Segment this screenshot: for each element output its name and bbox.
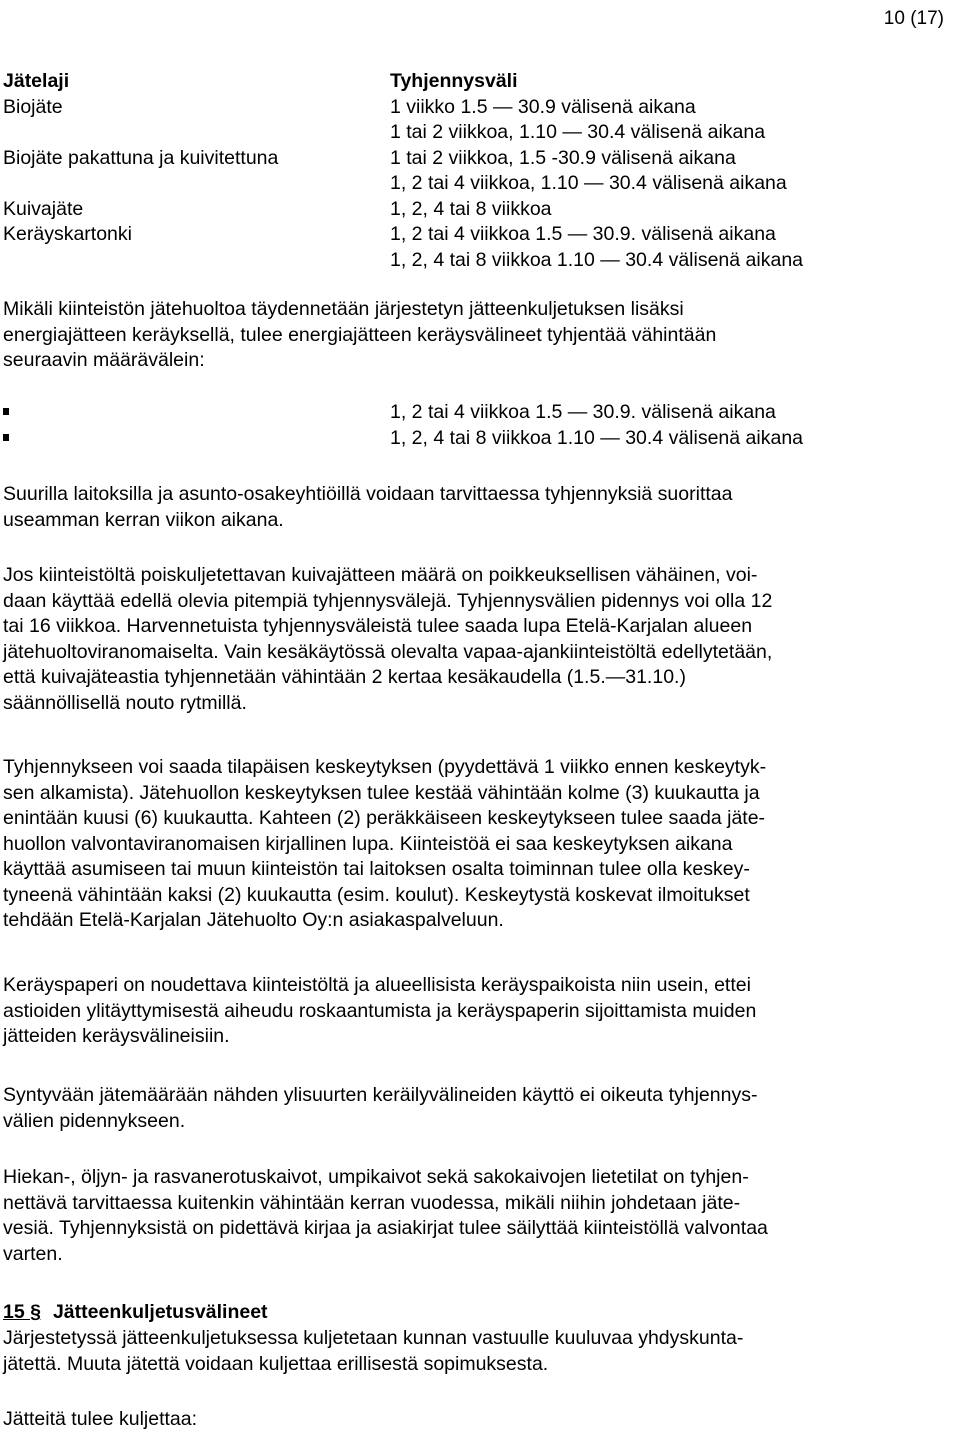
interval-cell: 1 tai 2 viikkoa, 1.5 -30.9 välisenä aikana (390, 146, 736, 169)
section-number: 15 § (3, 1301, 41, 1323)
interval-cell: 1, 2 tai 4 viikkoa 1.5 — 30.9. välisenä aikana (390, 223, 776, 245)
paragraph-collection-paper: Keräyspaperi on noudettava kiinteistöltä ja alueellisista keräyspaikoista niin usein, ettei astioiden ylitäyttymisestä aiheudu roskaantumista ja keräyspaperin sijoittamista muiden jätteiden keräysvälineisiin. (3, 974, 757, 1047)
interval-cell: 1, 2, 4 tai 8 viikkoa 1.10 — 30.4 välisenä aikana (390, 248, 804, 271)
paragraph-energy-waste: Mikäli kiinteistön jätehuoltoa täydennetään järjestetyn jätteenkuljetuksen lisäksi energiajätteen keräyksellä, tulee energiajätteen keräysvälineet tyhjentää vähintään seuraavin määrävälein: (3, 298, 717, 371)
table-row (3, 120, 943, 146)
col-header-interval: Tyhjennysväli (390, 70, 518, 92)
waste-type-cell (3, 171, 390, 197)
section-title: Jätteenkuljetusvälineet (52, 1301, 268, 1323)
interval-cell: 1, 2, 4 tai 8 viikkoa (390, 197, 552, 220)
table-row (3, 146, 943, 172)
waste-type-cell: Biojäte (3, 95, 63, 118)
interval-cell: 1 tai 2 viikkoa, 1.10 — 30.4 välisenä aikana (390, 121, 766, 143)
table-header (3, 69, 943, 95)
paragraph-transport: Järjestetyssä jätteenkuljetuksessa kuljetetaan kunnan vastuulle kuuluvaa yhdyskunta- jätettä. Muuta jätettä voidaan kuljettaa erillisestä sopimuksesta. (3, 1327, 744, 1375)
section-heading (3, 1300, 268, 1326)
list-item-text: 1, 2 tai 4 viikkoa 1.5 — 30.9. välisenä aikana (390, 401, 776, 423)
table-row (3, 95, 943, 121)
waste-type-cell (3, 248, 390, 274)
table-row (3, 171, 943, 197)
list-item (3, 426, 943, 452)
paragraph-large-properties: Suurilla laitoksilla ja asunto-osakeyhtiöillä voidaan tarvittaessa tyhjennyksiä suorittaa useamman kerran viikon aikana. (3, 483, 733, 531)
bullet-square-icon (3, 400, 390, 426)
list-item-text: 1, 2, 4 tai 8 viikkoa 1.10 — 30.4 välisenä aikana (390, 426, 804, 449)
waste-type-cell (3, 120, 390, 146)
bullet-list (3, 400, 943, 451)
paragraph-suspension: Tyhjennykseen voi saada tilapäisen keskeytyksen (pyydettävä 1 viikko ennen keskeytyk- sen alkamista). Jätehuollon keskeytyksen tulee kestää vähintään kolme (3) kuukautta ja enintään kuusi (6) kuukautta. Kahteen (2) peräkkäiseen keskeytykseen tulee saada jäte- huollon valvontaviranomaisen kirjallinen lupa. Kiinteistöä ei saa keskeytyksen aikana käyttää asumiseen tai muun kiinteistön tai laitoksen osalta toiminnan tulee olla keskey- tyneenä vähintään kaksi (2) kuukautta (esim. koulut). Keskeytystä koskevat ilmoitukset tehdään Etelä-Karjalan Jätehuolto Oy:n asiakaspalveluun. (3, 756, 767, 931)
interval-cell: 1 viikko 1.5 — 30.9 välisenä aikana (390, 95, 696, 118)
waste-type-cell: Kuivajäte (3, 197, 84, 220)
table-row (3, 222, 943, 248)
paragraph-transport-intro: Jätteitä tulee kuljettaa: (3, 1408, 198, 1430)
table-row (3, 197, 943, 223)
waste-type-cell: Biojäte pakattuna ja kuivitettuna (3, 146, 279, 169)
paragraph-oversized-containers: Syntyvään jätemäärään nähden ylisuurten keräilyvälineiden käyttö ei oikeuta tyhjennys- välien pidennykseen. (3, 1084, 758, 1132)
waste-interval-table (3, 69, 943, 273)
table-row (3, 248, 943, 274)
page-number: 10 (17) (883, 8, 944, 29)
paragraph-small-amount: Jos kiinteistöltä poiskuljetettavan kuivajätteen määrä on poikkeuksellisen vähäinen, voi- daan käyttää edellä olevia pitempiä tyhjennysvälejä. Tyhjennysvälien pidennys voi olla 12 tai 16 viikkoa. Harvennetuista tyhjennysväleistä tulee saada lupa Etelä-Karjalan alueen jätehuoltoviranomaiselta. Vain kesäkäytössä olevalta vapaa-ajankiinteistöltä edellytetään, että kuivajäteastia tyhjennetään vähintään 2 kertaa kesäkaudella (1.5.—31.10.) säännöllisellä nouto rytmillä. (3, 564, 773, 714)
paragraph-wells: Hiekan-, öljyn- ja rasvanerotuskaivot, umpikaivot sekä sakokaivojen lietetilat on tyhjen- nettävä tarvittaessa kuitenkin vähintään kerran vuodessa, mikäli niihin johdetaan jäte- vesiä. Tyhjennyksistä on pidettävä kirjaa ja asiakirjat tulee säilyttää kiinteistöllä valvontaa varten. (3, 1166, 768, 1265)
bullet-square-icon (3, 426, 390, 452)
waste-type-cell: Keräyskartonki (3, 223, 132, 245)
interval-cell: 1, 2 tai 4 viikkoa, 1.10 — 30.4 välisenä aikana (390, 172, 787, 194)
list-item (3, 400, 943, 426)
col-header-waste-type: Jätelaji (3, 70, 70, 92)
